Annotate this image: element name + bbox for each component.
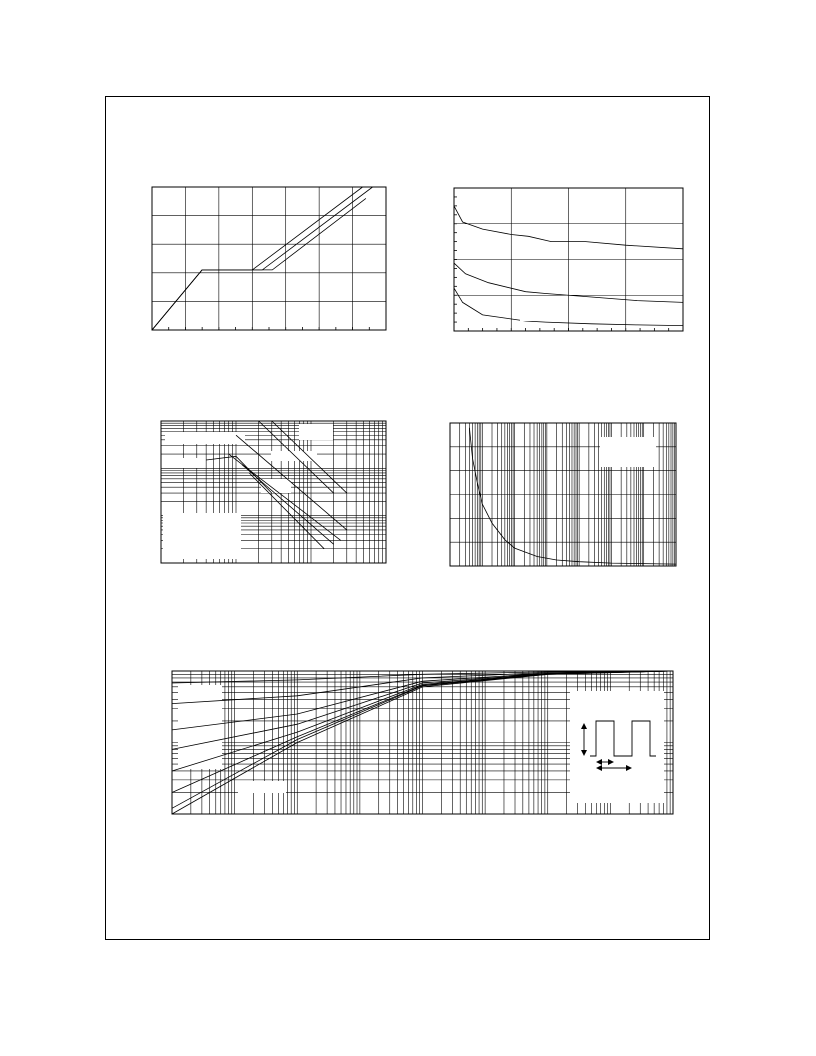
series-1-line <box>152 187 363 330</box>
label-area <box>520 224 544 230</box>
series-2-line <box>152 187 373 330</box>
label-area <box>520 282 544 290</box>
label-area <box>165 432 245 444</box>
chart-5 <box>172 671 673 814</box>
label-area <box>520 311 544 321</box>
plot-frame <box>152 187 386 330</box>
label-area <box>299 424 333 440</box>
chart-2 <box>454 188 683 331</box>
label-area <box>238 781 286 793</box>
label-area <box>165 458 205 468</box>
series-4-line <box>229 454 341 540</box>
chart-1 <box>152 187 386 330</box>
label-area <box>271 451 317 461</box>
chart-4 <box>450 423 676 566</box>
label-area <box>163 513 241 559</box>
chart-3 <box>161 421 386 563</box>
series-3-line <box>152 198 366 330</box>
label-area <box>600 437 656 467</box>
label-area <box>178 685 222 769</box>
